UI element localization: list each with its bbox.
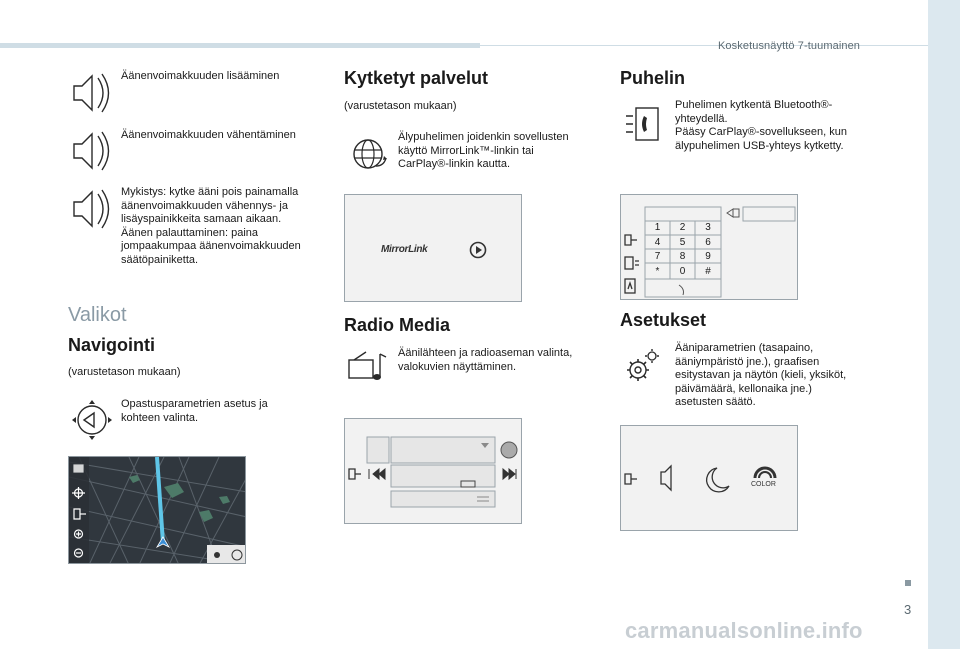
keypad-key[interactable]: 1 (654, 222, 661, 233)
radio-screen (344, 418, 522, 524)
color-label: COLOR (751, 481, 776, 488)
navigation-note: (varustetason mukaan) (68, 366, 181, 378)
navigation-heading: Navigointi (68, 335, 156, 355)
navigation-desc: Opastusparametrien asetus ja kohteen valinta. (121, 398, 268, 424)
settings-gears-icon (622, 346, 662, 386)
navigation-screen (68, 456, 246, 564)
connected-services-note: (varustetason mukaan) (344, 100, 457, 112)
connected-services-heading: Kytketyt palvelut (344, 68, 489, 88)
running-header: Kosketusnäyttö 7-tuumainen (718, 40, 861, 52)
keypad-key[interactable]: 3 (705, 222, 711, 233)
header-rule-thin (480, 45, 928, 46)
volume-up-icon (68, 70, 112, 116)
phone-screen (620, 194, 798, 300)
mirrorlink-logo: MirrorLink (381, 244, 428, 255)
phone-heading: Puhelin (620, 68, 686, 88)
navigation-compass-icon (70, 398, 114, 442)
settings-screen-icons (621, 426, 797, 530)
connected-services-desc: Älypuhelimen joidenkin sovellusten käyttö MirrorLink™-linkin tai CarPlay®-linkin kautta. (398, 131, 569, 170)
page-marker (905, 580, 911, 586)
volume-down-icon (68, 128, 112, 174)
settings-desc: Ääniparametrien (tasapaino, ääniympäristö jne.), graafisen esitystavan ja näytön (kieli, yksiköt, päivämäärä, kellonaika jne.) asetusten säätö. (675, 342, 847, 408)
keypad-key[interactable]: 0 (679, 265, 686, 277)
keypad-key[interactable]: 9 (705, 251, 711, 262)
volume-down-text: Äänenvoimakkuuden vähentäminen (121, 129, 296, 141)
keypad-key[interactable]: 5 (679, 236, 686, 248)
phone-icon (622, 104, 662, 144)
mute-text: Mykistys: kytke ääni pois painamalla äänenvoimakkuuden vähennys- ja lisäyspainikkeita samaan aikaan. Äänen palauttaminen: paina jompaakumpaa äänenvoimakkuuden säätöpainiketta. (121, 186, 301, 266)
keypad-key[interactable]: 6 (705, 236, 711, 248)
keypad-key[interactable]: 4 (654, 236, 661, 248)
header-rule (0, 43, 480, 48)
keypad-key[interactable]: 7 (654, 251, 661, 262)
settings-heading: Asetukset (620, 310, 707, 330)
page-number: 3 (904, 602, 912, 617)
mirrorlink-screen (344, 194, 522, 302)
volume-up-text: Äänenvoimakkuuden lisääminen (121, 70, 280, 82)
connected-globe-icon (346, 132, 390, 176)
radio-media-heading: Radio Media (344, 315, 451, 335)
radio-media-icon (346, 348, 390, 388)
radio-media-desc: Äänilähteen ja radioaseman valinta, valokuvien näyttäminen. (398, 347, 573, 373)
keypad-key[interactable]: 2 (679, 222, 686, 233)
keypad-key[interactable]: * (655, 265, 660, 277)
phone-keypad (645, 221, 721, 279)
menus-heading: Valikot (68, 304, 127, 326)
watermark: carmanualsonline.info (625, 618, 863, 643)
keypad-key[interactable]: 8 (679, 251, 686, 262)
phone-desc: Puhelimen kytkentä Bluetooth®- yhteydellä. Pääsy CarPlay®-sovellukseen, kun älypuhelimen USB-yhteys kytketty. (675, 99, 847, 152)
keypad-key[interactable]: # (705, 265, 711, 277)
page-edge-strip (928, 0, 960, 649)
settings-screen (620, 425, 798, 531)
mute-icon (68, 186, 112, 232)
radio-screen-controls (345, 419, 521, 523)
carplay-play-icon[interactable] (469, 241, 487, 259)
